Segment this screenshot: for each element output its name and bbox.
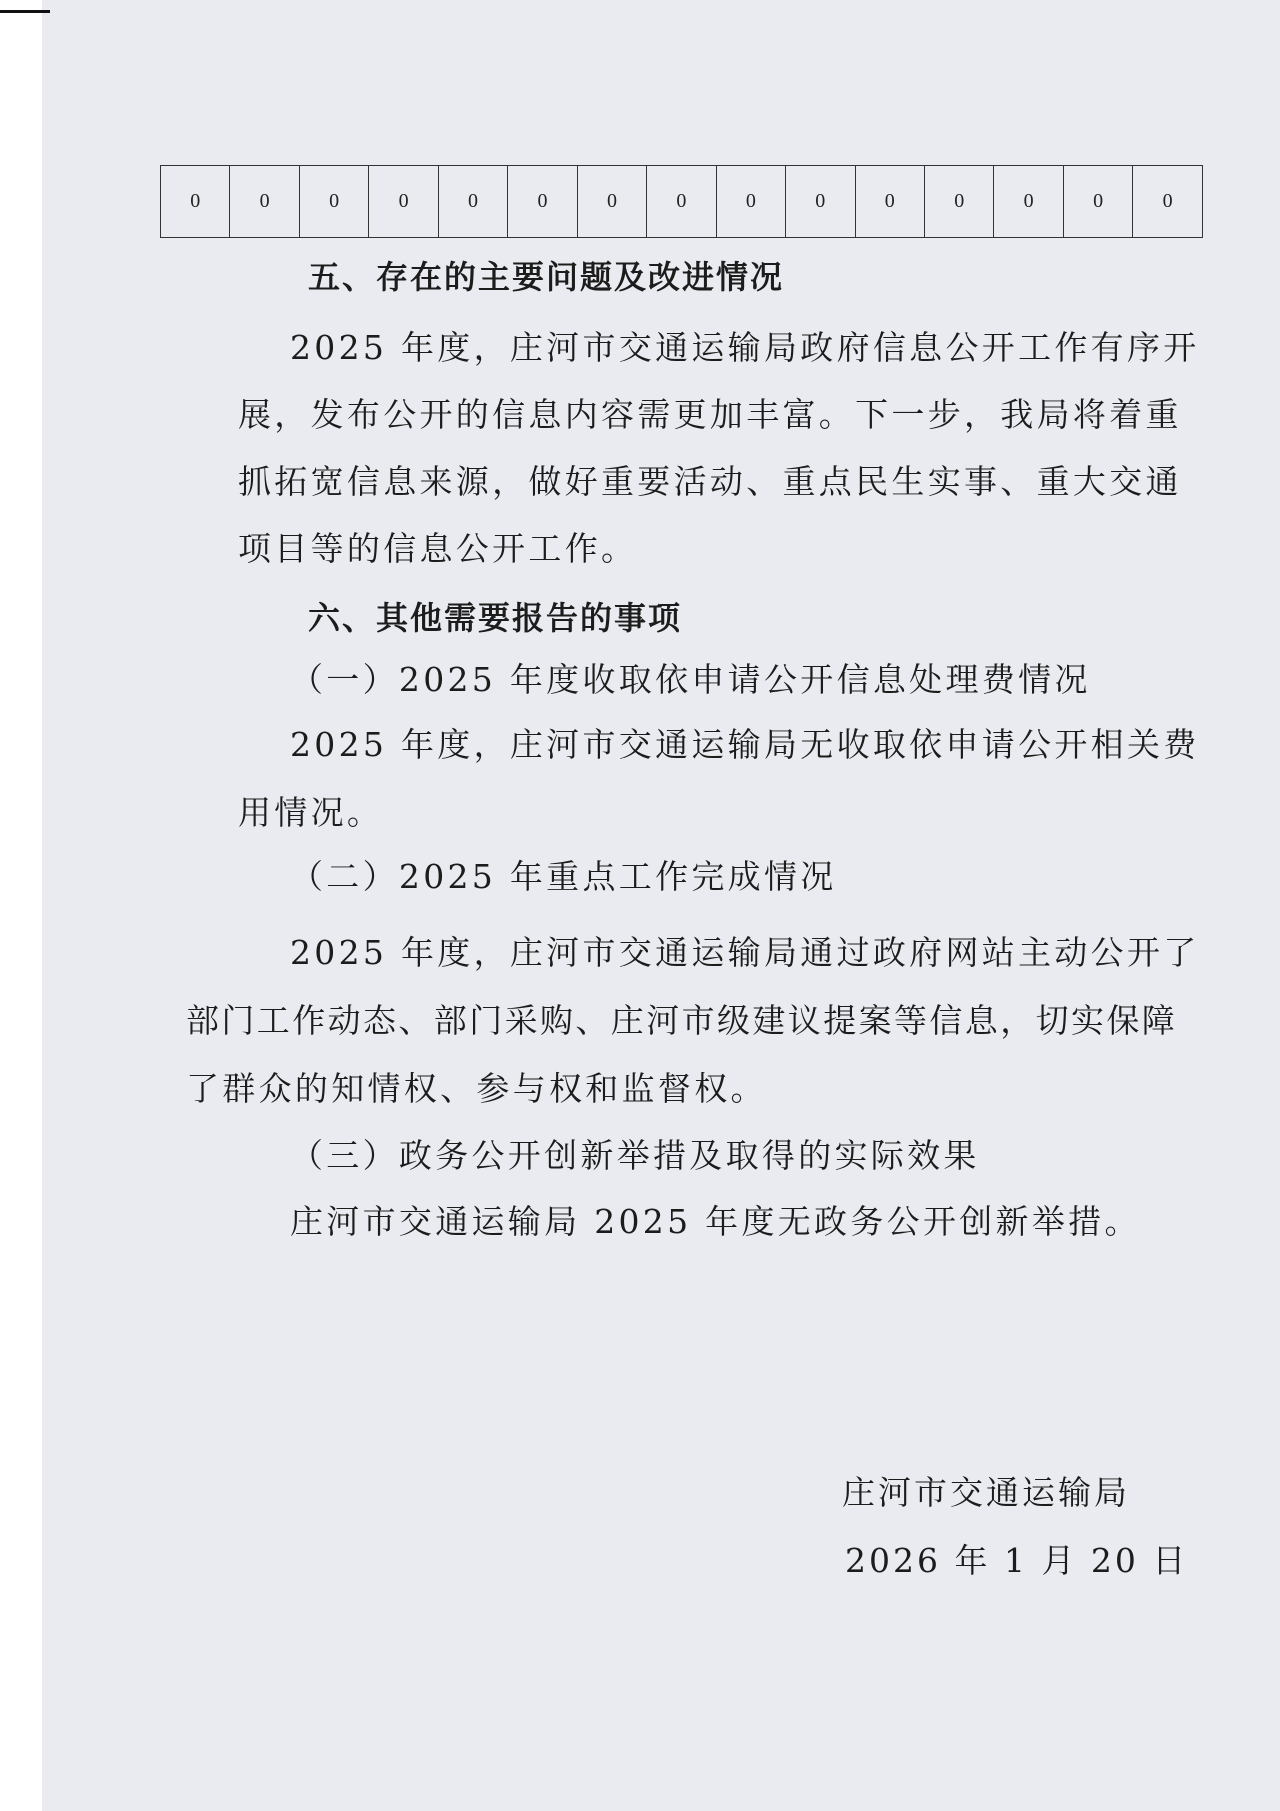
paragraph-line: 展，发布公开的信息内容需更加丰富。下一步，我局将着重 — [238, 395, 1182, 434]
paragraph-line: 部门工作动态、部门采购、庄河市级建议提案等信息，切实保障 — [186, 1001, 1178, 1040]
table-cell: 0 — [716, 166, 785, 238]
paragraph-line: 庄河市交通运输局 2025 年度无政务公开创新举措。 — [290, 1202, 1141, 1241]
subsection-1-title: （一）2025 年度收取依申请公开信息处理费情况 — [290, 660, 1091, 699]
statistics-table-row — [160, 165, 1203, 238]
table-row — [161, 166, 1203, 238]
table-cell: 0 — [786, 166, 855, 238]
paragraph-line: 项目等的信息公开工作。 — [238, 529, 638, 568]
table-cell: 0 — [230, 166, 299, 238]
table-cell: 0 — [1133, 166, 1203, 238]
paragraph-line: 了群众的知情权、参与权和监督权。 — [186, 1069, 767, 1108]
table-cell: 0 — [161, 166, 230, 238]
paragraph-line: 用情况。 — [238, 793, 384, 832]
paragraph-line: 抓拓宽信息来源，做好重要活动、重点民生实事、重大交通 — [238, 462, 1182, 501]
paragraph-line: 2025 年度，庄河市交通运输局政府信息公开工作有序开 — [290, 328, 1200, 367]
table-cell: 0 — [577, 166, 646, 238]
top-margin-mark — [0, 10, 50, 13]
table-cell: 0 — [994, 166, 1063, 238]
table-cell: 0 — [438, 166, 507, 238]
signature-organization: 庄河市交通运输局 — [842, 1473, 1130, 1512]
section-5-heading: 五、存在的主要问题及改进情况 — [308, 258, 785, 296]
table-cell: 0 — [508, 166, 577, 238]
table-cell: 0 — [1063, 166, 1132, 238]
signature-date: 2026 年 1 月 20 日 — [845, 1541, 1189, 1580]
table-cell: 0 — [299, 166, 368, 238]
table-cell: 0 — [924, 166, 993, 238]
table-cell: 0 — [369, 166, 438, 238]
subsection-3-title: （三）政务公开创新举措及取得的实际效果 — [290, 1136, 980, 1175]
table-cell: 0 — [647, 166, 716, 238]
subsection-2-title: （二）2025 年重点工作完成情况 — [290, 857, 837, 896]
scan-edge — [0, 0, 42, 1811]
paragraph-line: 2025 年度，庄河市交通运输局无收取依申请公开相关费 — [290, 725, 1200, 764]
section-6-heading: 六、其他需要报告的事项 — [308, 599, 683, 637]
paragraph-line: 2025 年度，庄河市交通运输局通过政府网站主动公开了 — [290, 933, 1200, 972]
table-cell: 0 — [855, 166, 924, 238]
